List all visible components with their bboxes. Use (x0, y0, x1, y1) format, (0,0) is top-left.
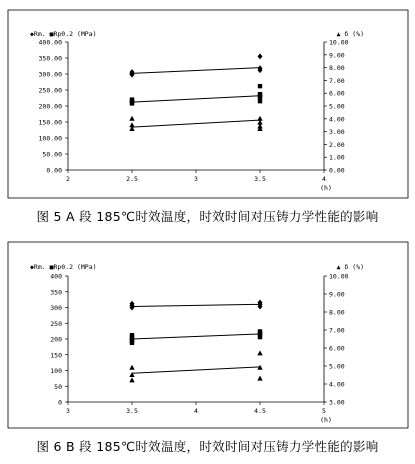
y-right-tick-label: 8.00 (329, 64, 345, 73)
trend-line- (132, 367, 260, 373)
x-tick-label: 2 (66, 175, 70, 183)
y-left-tick-label: 250 (50, 319, 62, 328)
x-tick-label: 3 (66, 407, 70, 415)
y-left-tick-label: 50.00 (42, 150, 62, 159)
y-right-tick-label: 4.00 (329, 380, 345, 389)
y-right-tick-label: 7.00 (329, 76, 345, 85)
data-point-rp02 (258, 84, 262, 88)
legend-right: ▲ δ (%) (336, 263, 364, 271)
y-right-tick-label: 2.00 (329, 140, 345, 149)
data-point-elongation (129, 377, 134, 382)
x-tick-label: 5 (322, 407, 326, 415)
figure-6-caption: 图 6 B 段 185℃时效温度，时效时间对压铸力学性能的影响 (36, 439, 379, 454)
y-left-tick-label: 350.00 (38, 54, 62, 63)
legend-left: ◆Rm. ■Rp0.2 (MPa) (30, 263, 97, 271)
trend-line- (132, 120, 260, 127)
figure-5-caption: 图 5 A 段 185℃时效温度，时效时间对压铸力学性能的影响 (36, 209, 379, 224)
data-point-elongation (129, 122, 134, 127)
y-left-tick-label: 300 (50, 304, 62, 312)
data-point-elongation (257, 350, 262, 355)
data-point-rp02 (258, 329, 262, 333)
x-axis-label: (h) (320, 416, 332, 424)
data-point-rp02 (130, 333, 134, 337)
y-left-tick-label: 100.00 (38, 134, 62, 143)
legend-left: ◆Rm. ■Rp0.2 (MPa) (30, 30, 97, 38)
y-left-tick-label: 0.00 (46, 166, 62, 175)
y-left-tick-label: 200 (50, 335, 62, 344)
y-left-tick-label: 250.00 (38, 86, 62, 95)
y-right-tick-label: 6.00 (329, 344, 345, 353)
y-right-tick-label: 7.00 (329, 326, 345, 335)
legend-right: ▲ δ (%) (336, 30, 364, 38)
chart-5 (0, 0, 415, 200)
y-left-tick-label: 300.00 (38, 70, 62, 79)
trend-line-rm (132, 304, 260, 306)
y-left-tick-label: 350 (50, 288, 62, 297)
data-point-rm (258, 53, 263, 59)
y-right-tick-label: 10.00 (329, 38, 349, 47)
y-left-tick-label: 400.00 (38, 38, 62, 47)
x-axis-label: (h) (320, 184, 332, 192)
data-point-rp02 (258, 92, 262, 96)
data-point-elongation (129, 365, 134, 370)
y-right-tick-label: 8.00 (329, 308, 345, 317)
x-tick-label: 4 (322, 175, 326, 183)
x-tick-label: 2.5 (126, 175, 138, 183)
y-right-tick-label: 4.00 (329, 115, 345, 124)
x-tick-label: 3 (194, 175, 198, 183)
chart-6 (0, 232, 415, 432)
trend-line-rp02 (132, 96, 260, 102)
y-right-tick-label: 0.00 (329, 166, 345, 175)
y-right-tick-label: 9.00 (329, 290, 345, 299)
y-right-tick-label: 5.00 (329, 362, 345, 371)
trend-line-rp02 (132, 334, 260, 339)
y-left-tick-label: 100 (50, 367, 62, 375)
y-left-tick-label: 0 (58, 398, 62, 407)
y-left-tick-label: 400 (50, 272, 62, 281)
x-tick-label: 3.5 (254, 175, 266, 183)
y-right-tick-label: 1.00 (329, 153, 345, 162)
figure-6 (0, 232, 415, 464)
data-point-rp02 (130, 97, 134, 101)
y-right-tick-label: 3.00 (329, 128, 345, 137)
data-point-elongation (257, 376, 262, 381)
x-tick-label: 4.5 (254, 407, 266, 415)
x-tick-label: 4 (194, 407, 198, 415)
y-right-tick-label: 6.00 (329, 89, 345, 98)
trend-line-rm (132, 68, 260, 74)
y-left-tick-label: 150 (50, 351, 62, 360)
y-right-tick-label: 9.00 (329, 51, 345, 60)
y-right-tick-label: 10.00 (329, 272, 349, 281)
y-left-tick-label: 200.00 (38, 102, 62, 111)
y-right-tick-label: 3.00 (329, 398, 345, 407)
y-left-tick-label: 50 (54, 382, 62, 391)
y-right-tick-label: 5.00 (329, 102, 345, 111)
y-left-tick-label: 150.00 (38, 118, 62, 127)
data-point-elongation (129, 116, 134, 121)
data-point-elongation (257, 116, 262, 121)
x-tick-label: 3.5 (126, 407, 138, 415)
